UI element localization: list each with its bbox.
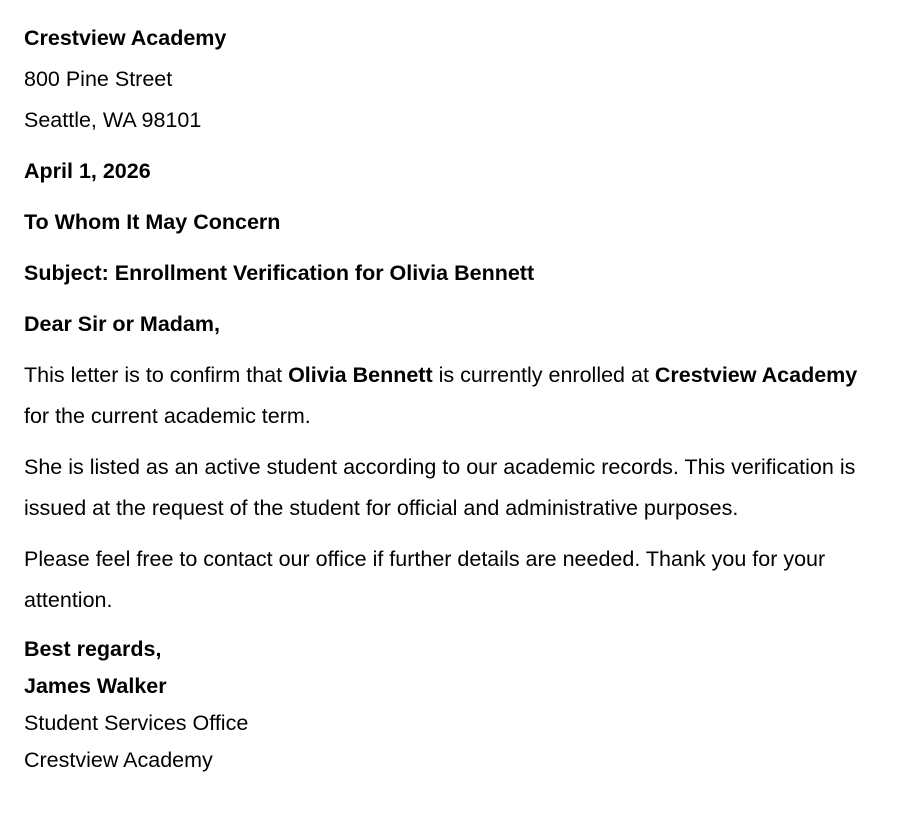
recipient-line: To Whom It May Concern (24, 210, 281, 234)
paragraph-1-text-part-1: This letter is to confirm that (24, 363, 289, 387)
salutation: Dear Sir or Madam, (24, 312, 220, 336)
letter-date: April 1, 2026 (24, 159, 151, 183)
student-name-emphasis: Olivia Bennett (288, 363, 433, 387)
signature-closing: Best regards, (24, 637, 162, 661)
paragraph-active-student: She is listed as an active student according to our academic records. This verification is issued at the request of the student for official and administrative purposes. (24, 455, 856, 520)
subject-line: Subject: Enrollment Verification for Olivia Bennett (24, 261, 535, 285)
paragraph-1-text-part-3: for the current academic term. (24, 404, 311, 428)
paragraph-confirmation (24, 355, 864, 437)
letterhead-city-state-zip: Seattle, WA 98101 (24, 108, 202, 132)
signature-organization: Crestview Academy (24, 748, 213, 772)
letterhead-street: 800 Pine Street (24, 67, 173, 91)
paragraph-contact-office: Please feel free to contact our office if further details are needed. Thank you for your attention. (24, 547, 826, 612)
paragraph-1-text-part-2: is currently enrolled at (432, 363, 655, 387)
letter-body (24, 18, 864, 779)
signature-department: Student Services Office (24, 711, 249, 735)
letterhead-organization: Crestview Academy (24, 26, 227, 50)
school-name-emphasis: Crestview Academy (654, 363, 858, 387)
letterhead (24, 18, 864, 141)
signature-block (24, 631, 864, 779)
signature-signer-name: James Walker (24, 674, 167, 698)
